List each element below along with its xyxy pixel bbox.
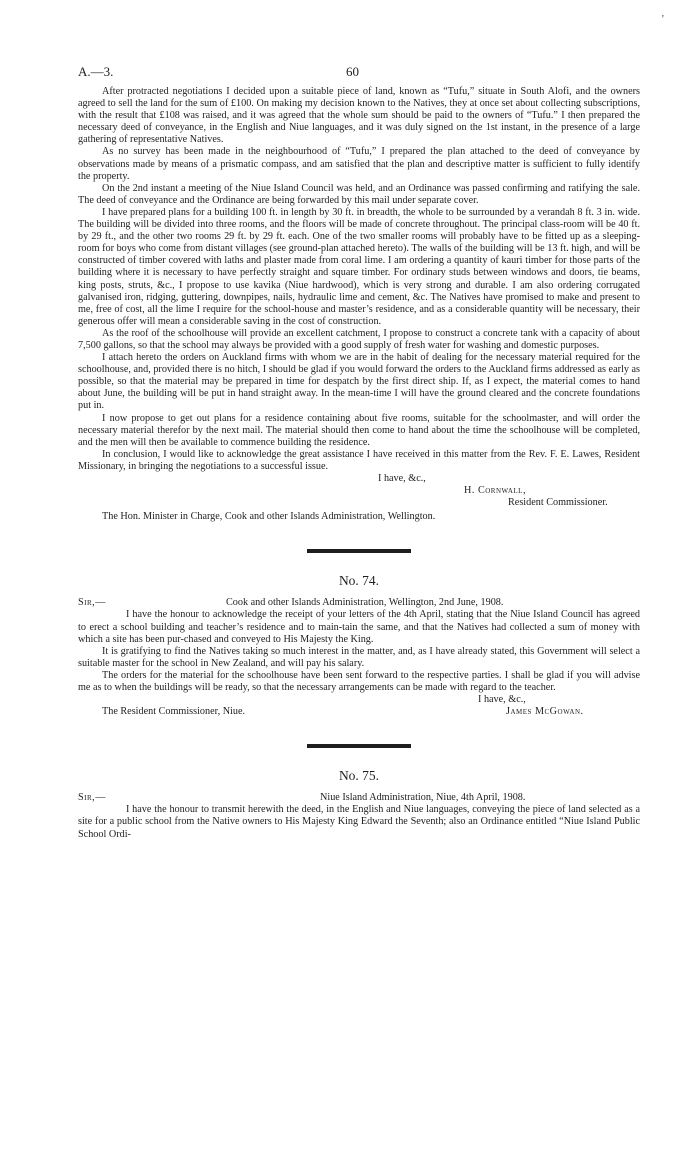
page-number: 60 (346, 64, 359, 79)
letter-75 (78, 770, 640, 840)
section-divider (307, 744, 411, 748)
section-divider (307, 549, 411, 553)
letter-number: No. 75. (338, 768, 380, 784)
salutation-line (78, 792, 640, 804)
letter-74 (78, 575, 640, 718)
signature: H. Cornwall, (464, 485, 527, 497)
salutation-line (78, 597, 640, 609)
page-mark: ' (662, 14, 664, 25)
paragraph: On the 2nd instant a meeting of the Niue Island Council was held, and an Ordinance was passed confirming and ratifying the sale. The deed of conveyance and the Ordinance are being forwarded by this mail under separate cover. (78, 182, 640, 206)
place-date: Cook and other Islands Administration, Wellington, 2nd June, 1908. (226, 597, 504, 609)
salutation: Sir,— (78, 597, 106, 609)
closing: I have, &c., (478, 694, 526, 706)
paragraph: After protracted negotiations I decided upon a suitable piece of land, known as “Tufu,” situate in South Alofi, and the owners agreed to sell the land for the sum of £100. On making my decision known to the Natives, they at once set about collecting subscriptions, with the result that £108 was raised, and it was agreed that the whole sum should be paid to the owners of “Tufu.” I then prepared the necessary deed of conveyance, in the English and Niue languages, and it was duly signed on the 1st instant, in the presence of a large gathering of representative Natives. (78, 86, 640, 146)
addressee: The Resident Commissioner, Niue. (102, 706, 246, 718)
paragraph: I attach hereto the orders on Auckland firms with whom we are in the habit of dealing for the necessary material required for the schoolhouse, and, provided there is no hitch, I should be glad if you would forward the orders to the Auckland firms addressed as early as possible, so that the material may be prepared in time for despatch by the first direct ship. If, as I expect, the material comes to hand about June, the building will be put in hand straight away. In the mean-time I will have the ground cleared and the concrete foundations put in. (78, 352, 640, 412)
page-header (78, 58, 640, 80)
paragraph: I have the honour to transmit herewith the deed, in the English and Niue languages, conveying the piece of land selected as a site for a public school from the Native owners to His Majesty King Edward the Seventh; also an Ordinance entitled “Niue Island Public School Ordi- (78, 804, 640, 840)
signer-title: Resident Commissioner. (508, 497, 608, 509)
document-reference: A.—3. (78, 64, 114, 79)
document-page (78, 58, 640, 841)
salutation: Sir,— (78, 792, 106, 804)
paragraph: I have the honour to acknowledge the receipt of your letters of the 4th April, stating that the Niue Island Council has agreed to erect a school building and teacher’s residence and to main-tain the same, and that the Natives had collected a sum of money with which a site has been pur-chased and conveyed to His Majesty the King. (78, 609, 640, 645)
paragraph: As the roof of the schoolhouse will provide an excellent catchment, I propose to construct a concrete tank with a capacity of about 7,500 gallons, so that the school may always be provided with a good supply of fresh water for washing and domestic purposes. (78, 327, 640, 351)
letter-73-body (78, 86, 640, 523)
paragraph: I have prepared plans for a building 100 ft. in length by 30 ft. in breadth, the whole to be surrounded by a verandah 8 ft. 3 in. wide. The building will be divided into three rooms, and the floors will be made of concrete throughout. The principal class-room will be 40 ft. by 29 ft., and the other two rooms 29 ft. by 29 ft. each. One of the two smaller rooms will probably have to be fitted up as a sleeping-room for boys who come from distant villages (see ground-plan attached hereto). The walls of the building will be 13 ft. high, and will be constructed of timber covered with laths and plaster made from coral lime. I am ordering a quantity of kauri timber for those parts of the building where it is necessary to have perfectly straight and square timber. For ordinary studs between windows and doors, tie beams, king posts, struts, &c., I propose to use kavika (Niue hardwood), which is very strong and durable. I am also ordering corrugated galvanised iron, ridging, guttering, downpipes, nails, hydraulic lime and cement, &c. The Natives have promised to make and present to me, free of cost, all the lime I require for the school-house and master’s residence, and as a considerable quantity will be necessary, their generous offer will mean a considerable saving in the cost of construction. (78, 206, 640, 327)
letter-number: No. 74. (338, 573, 380, 589)
closing: I have, &c., (378, 473, 426, 484)
paragraph: The orders for the material for the schoolhouse have been sent forward to the respective parties. I shall be glad if you will advise me as to when the buildings will be ready, so that the necessary arrangements can be made with regard to the teacher. (78, 669, 640, 694)
addressee: The Hon. Minister in Charge, Cook and other Islands Administration, Wellington. (102, 511, 436, 523)
paragraph: It is gratifying to find the Natives taking so much interest in the matter, and, as I have already stated, this Government will select a suitable master for the school in New Zealand, and will pay his salary. (78, 645, 640, 669)
closing-row (78, 706, 640, 718)
place-date: Niue Island Administration, Niue, 4th April, 1908. (320, 792, 526, 804)
paragraph: I now propose to get out plans for a residence containing about five rooms, suitable for the schoolmaster, and will order the necessary material therefor by the next mail. The material should then come to hand about the time the schoolhouse will be completed, and the men will then be available to commence building the residence. (78, 412, 640, 448)
signature: James McGowan. (506, 706, 584, 718)
paragraph: As no survey has been made in the neighbourhood of “Tufu,” I prepared the plan attached to the deed of conveyance by observations made by means of a prismatic compass, and am satisfied that the plan and descriptive matter is sufficient to fully identify the property. (78, 146, 640, 182)
paragraph: In conclusion, I would like to acknowledge the great assistance I have received in this matter from the Rev. F. E. Lawes, Resident Missionary, in bringing the negotiations to a successful issue. (78, 448, 640, 472)
